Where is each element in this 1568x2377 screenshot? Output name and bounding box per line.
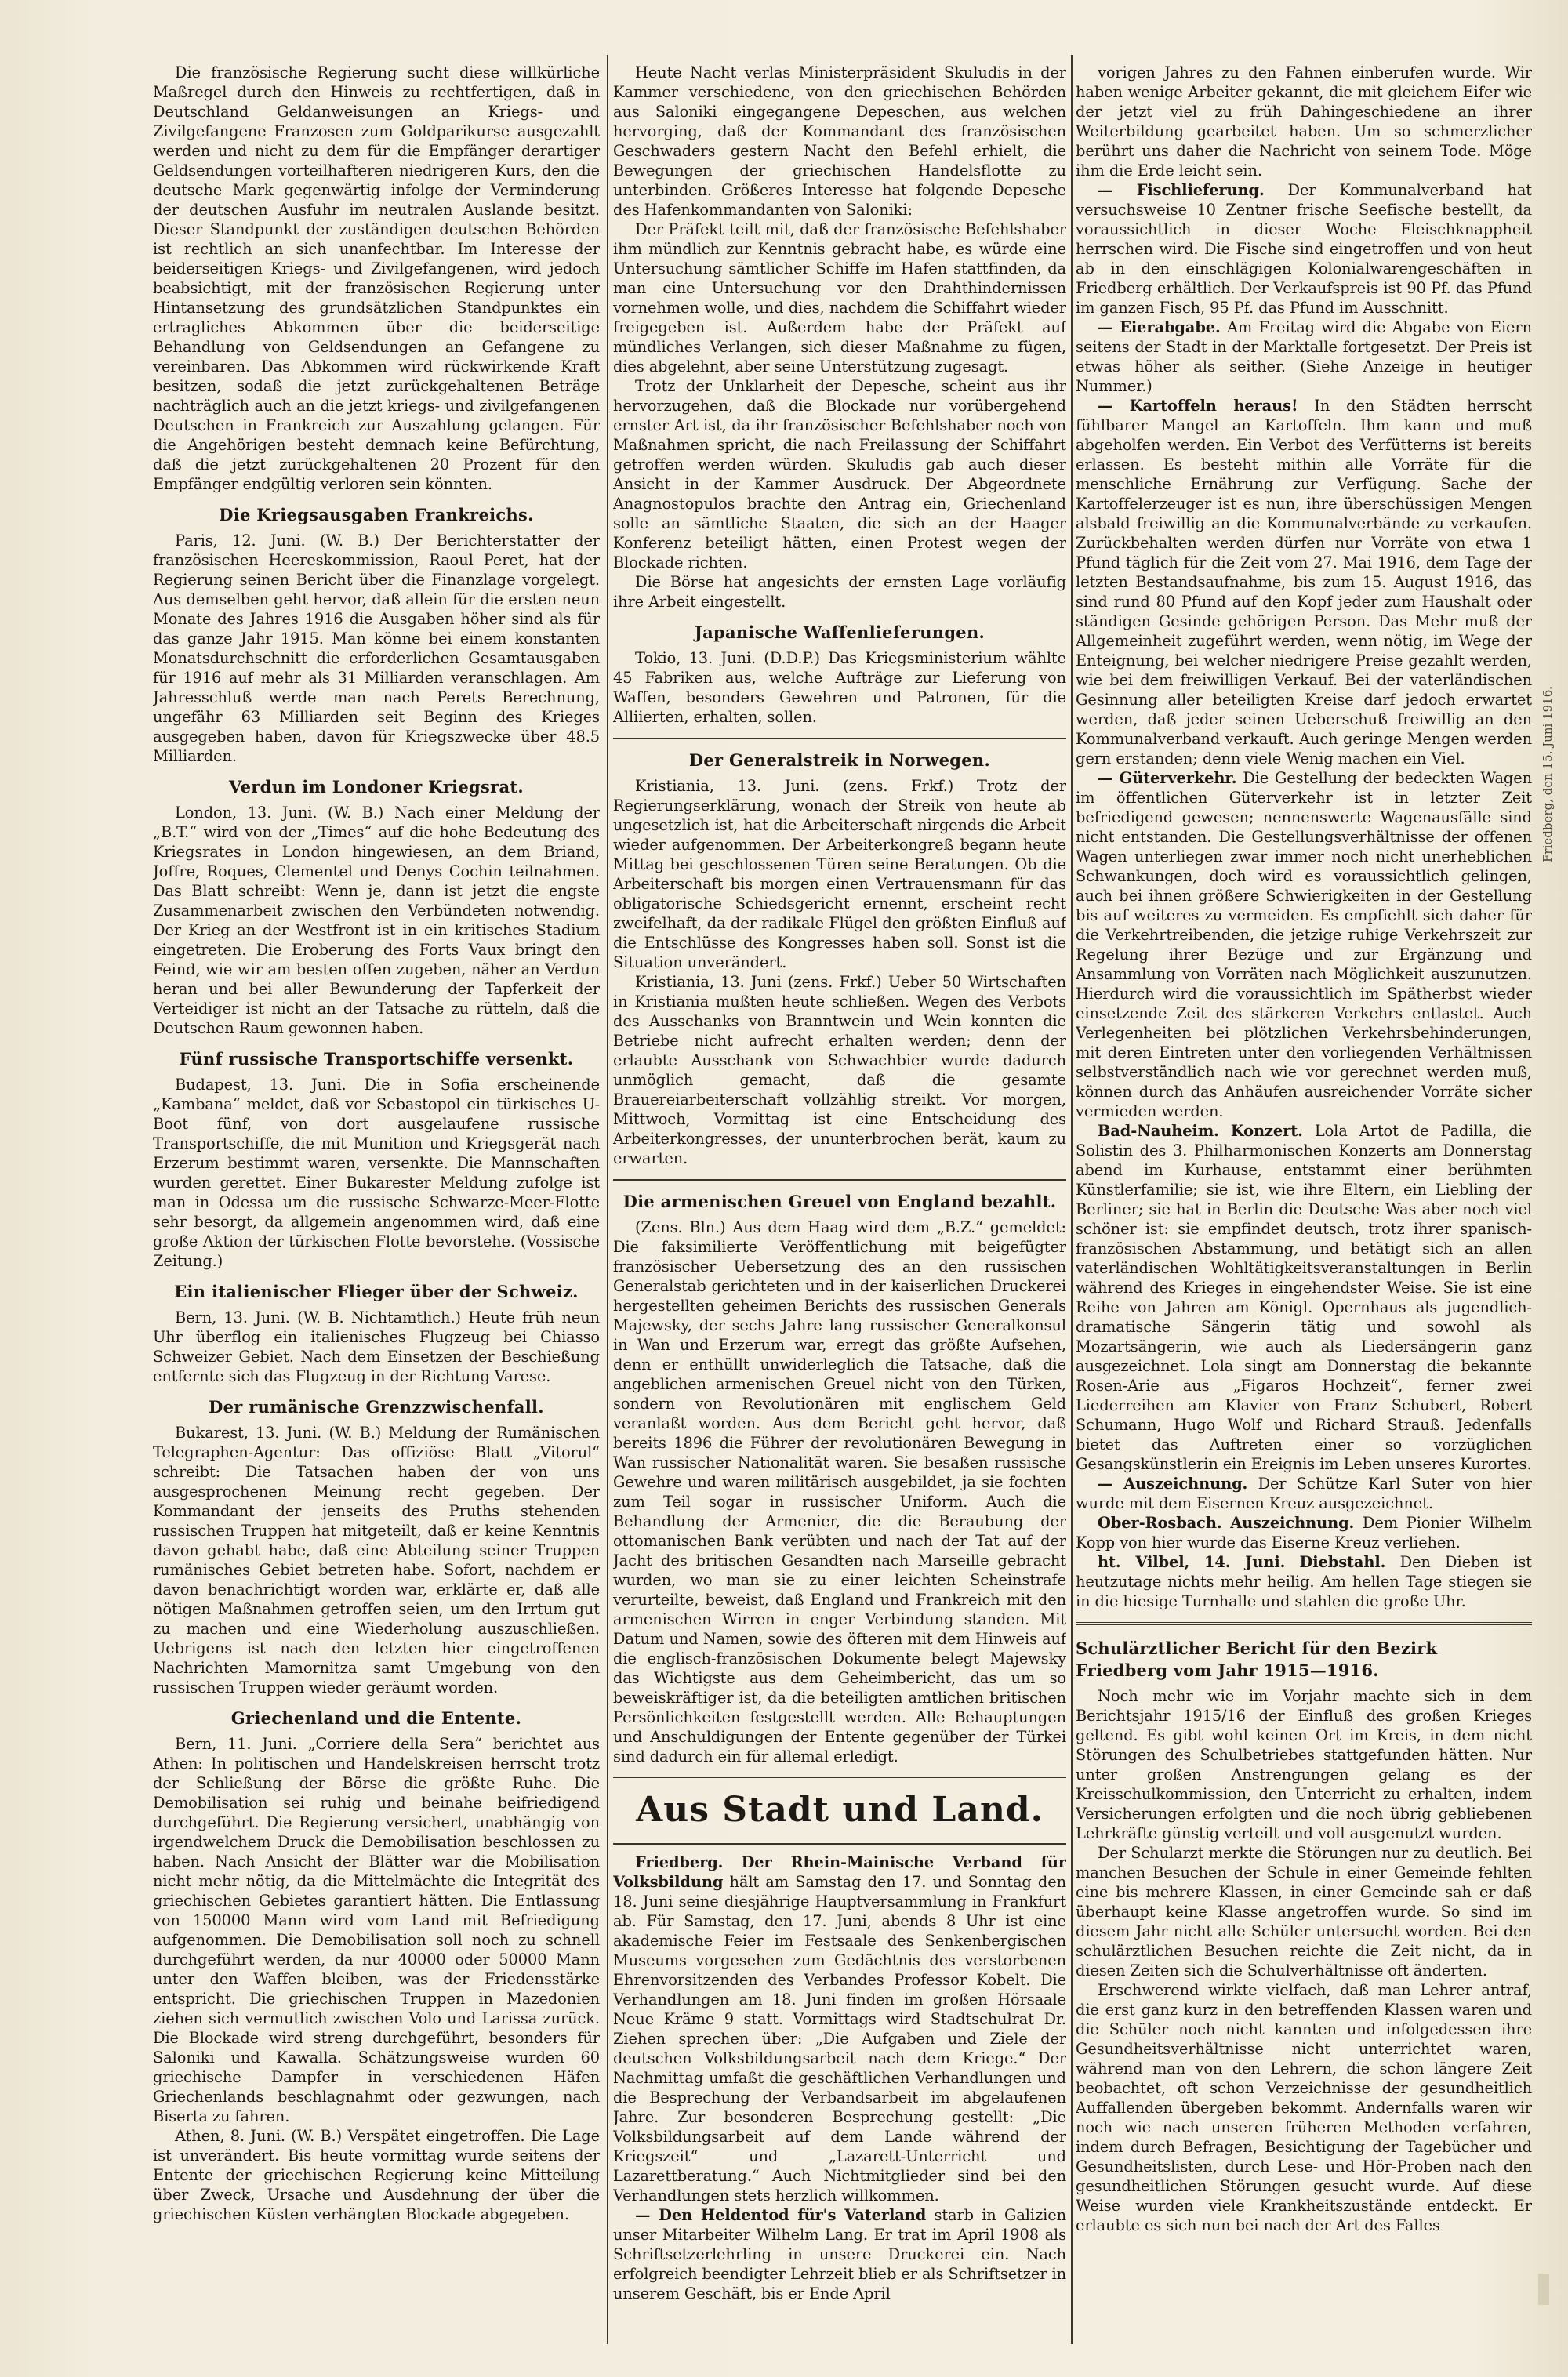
item-text: Den Dieben ist heutzutage nichts mehr heilig. Am hellen Tage stiegen sie in die hiesige Turnhalle und stahlen die große Uhr. — [1076, 1553, 1532, 1610]
article-paragraph: Bukarest, 13. Juni. (W. B.) Meldung der Rumänischen Telegraphen-Agentur: Das offiziöse Blatt „Vitorul“ schreibt: Die Tatsachen haben der von uns ausgesprochenen Meinung recht gegeben. Der Kommandant der jenseits des Pruths stehenden russischen Truppen hat mitgeteilt, daß er keine Kenntnis davon gehabt habe, daß eine Abteilung seiner Truppen rumänisches Gebiet betreten habe. Sofort, nachdem er davon benachrichtigt worden war, erklärte er, daß alle nötigen Maßnahmen getroffen seien, um den Irrtum gut zu machen und eine Wiederholung auszuschließen. Uebrigens ist nach den letzten hier eingetroffenen Nachrichten Mamornitza samt Umgebung von den russischen Truppen wieder geräumt worden. — [153, 1424, 600, 1697]
headline-verdun: Verdun im Londoner Kriegsrat. — [228, 777, 524, 797]
headline-transportschiffe: Fünf russische Transportschiffe versenkt. — [179, 1049, 574, 1069]
article-paragraph — [1076, 180, 1532, 318]
dateline: Ober-Rosbach. — [1098, 1514, 1222, 1532]
dateline: Bad-Nauheim. — [1098, 1122, 1219, 1140]
headline-kriegsausgaben: Die Kriegsausgaben Frankreichs. — [219, 505, 534, 524]
article-paragraph: Noch mehr wie im Vorjahr machte sich in dem Berichtsjahr 1915/16 der Einfluß des großen Krieges geltend. Es gibt wohl keinen Ort im Kreis, in dem nicht Störungen des Schulbetriebes stattgefunden hätten. Nur unter großen Anstrengungen gelang es der Kreisschulkommission, den Unterricht zu erhalten, indem Versicherungen erfolgten und die noch übrig gebliebenen Lehrkräfte günstig verteilt und voll ausgenutzt wurden. — [1076, 1687, 1532, 1842]
article-paragraph: Die französische Regierung sucht diese willkürliche Maßregel durch den Hinweis zu rechtfertigen, daß in Deutschland Geldanweisungen an Kriegs- und Zivilgefangene Franzosen zum Goldparikurse ausgezahlt werden und nicht zu dem für die Empfänger derartiger Geldsendungen vorteilhafteren niedrigeren Kurs, den die deutsche Mark gegenwärtig infolge der Verminderung der deutschen Ausfuhr im neutralen Auslande besitzt. Dieser Standpunkt der zuständigen deutschen Behörden ist rechtlich an sich unanfechtbar. Im Interesse der beiderseitigen Kriegs- und Zivilgefangenen, wird jedoch beabsichtigt, mit der französischen Regierung unter Hintansetzung des grundsätzlichen Standpunktes ein ertragliches Abkommen über die beiderseitige Behandlung von Geldsendungen an Gefangene zu vereinbaren. Das Abkommen wird rückwirkende Kraft besitzen, sodaß die jetzt zurückgehaltenen Beträge nachträglich auch an die jetzt kriegs- und zivilgefangenen Deutschen in Frankreich zur Auszahlung gelangen. Für die Angehörigen besteht demnach keine Befürchtung, daß die jetzt zurückgehaltenen 20 Prozent für den Empfänger endgültig verloren sein könnten. — [153, 64, 600, 493]
item-text: Am Freitag wird die Abgabe von Eiern seitens der Stadt in der Marktalle fortgesetzt. Der Preis ist etwas höher als seither. (Siehe Anzeige in heutiger Nummer.) — [1076, 318, 1532, 395]
article-paragraph: Die Börse hat angesichts der ernsten Lage vorläufig ihre Arbeit eingestellt. — [613, 573, 1066, 611]
column-3 — [1076, 63, 1532, 2352]
article-paragraph: Bern, 13. Juni. (W. B. Nichtamtlich.) Heute früh neun Uhr überflog ein italienisches Flugzeug bei Chiasso Schweizer Gebiet. Nach dem Einsetzen der Beschießung entfernte sich das Flugzeug in der Richtung Varese. — [153, 1308, 600, 1385]
headline-grenzzwischenfall: Der rumänische Grenzzwischenfall. — [209, 1397, 544, 1417]
article-paragraph: Kristiania, 13. Juni (zens. Frkf.) Ueber 50 Wirtschaften in Kristiania mußten heute schließen. Wegen des Verbots des Ausschanks von Branntwein und Wein konnten die Betriebe nicht aufrecht erhalten werden; denn der erlaubte Ausschank von Schwachbier wurde dadurch unmöglich gemacht, daß die gesamte Brauereiarbeiterschaft vollzählig streikt. Vor morgen, Mittwoch, Vormittag ist eine Entscheidung des Arbeiterkongresses, der ununterbrochen berät, kaum zu erwarten. — [613, 973, 1066, 1167]
article-paragraph: London, 13. Juni. (W. B.) Nach einer Meldung der „B.T.“ wird von der „Times“ auf die hohe Bedeutung des Kriegsrates in London hingewiesen, an dem Briand, Joffre, Roques, Clementel und Denys Cochin teilnahmen. Das Blatt schreibt: Wenn je, dann ist jetzt die engste Zusammenarbeit zwischen den Verbündeten notwendig. Der Krieg an der Westfront ist in ein kritisches Stadium eingetreten. Die Eroberung des Forts Vaux bringt den Feind, wie wir am besten offen zugeben, näher an Verdun heran und bei aller Bewunderung der Tapferkeit der Verteidiger ist nicht an der Tatsache zu rütteln, daß die Deutschen Raum gewonnen haben. — [153, 804, 600, 1037]
article-paragraph: Tokio, 13. Juni. (D.D.P.) Das Kriegsministerium wählte 45 Fabriken aus, welche Aufträge zur Lieferung von Waffen, besonders Gewehren und Patronen, für die Alliierten, erhalten, sollen. — [613, 649, 1066, 726]
article-paragraph: Erschwerend wirkte vielfach, daß man Lehrer antraf, die erst ganz kurz in den betreffenden Klassen waren und die Schüler noch nicht kannten und infolgedessen ihre Gesundheitsverhältnisse nicht unterrichtet waren, während man von den Lehrern, die schon längere Zeit beobachtet, oft schon Verzeichnisse der gesundheitlich Auffallenden übergeben bekommt. Andernfalls waren wir noch wie nach unseren früheren Methoden verfahren, indem durch Befragen, Besichtigung der Tagebücher und Gesundheitslisten, durch Lese- und Hör-Proben nach den gesundheitlichen Störungen gesucht wurde. Auf diese Weise wurden viele Krankheitszustände entdeckt. Er erlaubte es sich nun bei nach der Art des Falles — [1076, 1981, 1532, 2234]
article-paragraph: Bern, 11. Juni. „Corriere della Sera“ berichtet aus Athen: In politischen und Handelskreisen herrscht trotz der Schließung der Börse die größte Ruhe. Die Demobilisation sei ruhig und beinahe beifriedigend durchgeführt. Die Regierung versichert, unabhängig von irgendwelchem Druck die Demobilisation beschlossen zu haben. Nach Ansicht der Blätter war die Mobilisation nicht mehr nötig, da die Mittelmächte die Integrität des griechischen Gebietes garantiert hätten. Die Entlassung von 150000 Mann wird vom Land mit Befriedigung aufgenommen. Die Demobilisation soll noch zu schnell durchgeführt werden, da nur 40000 oder 50000 Mann unter den Waffen bleiben, was der Friedensstärke entspricht. Die griechischen Truppen in Mazedonien ziehen sich vermutlich zwischen Volo und Larissa zurück. Die Blockade wird streng durchgeführt, besonders für Saloniki und Kawalla. Schätzungsweise wurden 60 griechische Dampfer in verschiedenen Häfen Griechenlands beschlagnahmt oder gezwungen, nach Biserta zu fahren. — [153, 1735, 600, 2125]
article-paragraph: Der Schularzt merkte die Störungen nur zu deutlich. Bei manchen Besuchen der Schule in einer Gemeinde fehlten eine bis mehrere Klassen, in einer Gemeinde sah er daß überhaupt keine Klasse angetroffen wurde. So sind im diesem Jahr nicht alle Schüler untersucht worden. Bei den schulärztlichen Besuchen reichte die Zeit nicht, da in diesen Zeiten sich die Schulverhältnisse oft änderten. — [1076, 1844, 1532, 1980]
item-title: — Güterverkehr. — [1098, 769, 1237, 787]
article-paragraph: Der Präfekt teilt mit, daß der französische Befehlshaber ihm mündlich zur Kenntnis gebracht habe, es würde eine Untersuchung sämtlicher Schiffe im Hafen stattfinden, da man eine Untersuchung vor den Drahthindernissen vornehmen wolle, und dies, nachdem die Schiffahrt wieder freigegeben ist. Außerdem habe der Präfekt auf mündliches Verlangen, sich dieser Maßnahme zu fügen, dies abgelehnt, aber seine Unterstützung zugesagt. — [613, 220, 1066, 376]
column-rule-right — [1071, 55, 1073, 2344]
section-divider — [613, 1777, 1066, 1780]
article-paragraph — [1076, 768, 1532, 1121]
article-paragraph — [1076, 318, 1532, 396]
article-paragraph: Heute Nacht verlas Ministerpräsident Skuludis in der Kammer verschiedene, von den griechischen Behörden aus Saloniki eingegangene Depeschen, aus welchen hervorging, daß der Kommandant des französischen Geschwaders gestern Nacht den Befehl erhielt, die Bewegungen der griechischen Handelsflotte zu unterbinden. Größeres Interesse hat folgende Depesche des Hafenkommandanten von Saloniki: — [613, 64, 1066, 219]
article-paragraph: Trotz der Unklarheit der Depesche, scheint aus ihr hervorzugehen, daß die Blockade nur vorübergehend ernster Art ist, da ihr französischer Befehlshaber noch von Maßnahmen spricht, die nach Freilassung der Schiffahrt getroffen werden würden. Skuludis gab auch dieser Ansicht in der Kammer Ausdruck. Der Abgeordnete Anagnostopulos brachte den Antrag ein, Griechenland solle an sämtliche Staaten, die sich an der Haager Konferenz beteiligt hätten, einen Protest wegen der Blockade richten. — [613, 377, 1066, 572]
item-text: starb in Galizien unser Mitarbeiter Wilhelm Lang. Er trat im April 1908 als Schriftsetzerlehrling in unsere Druckerei ein. Nach erfolgreich beendigter Lehrzeit blieb er als Schriftsetzer in unserem Geschäft, bis er Ende April — [613, 2206, 1066, 2303]
item-text: Der Schütze Karl Suter von hier wurde mit dem Eisernen Kreuz ausgezeichnet. — [1076, 1475, 1532, 1512]
section-divider — [613, 1843, 1066, 1845]
headline-armenische-greuel: Die armenischen Greuel von England bezahlt. — [622, 1192, 1057, 1211]
item-text: Der Kommunalverband hat versuchsweise 10 Zentner frische Seefische bestellt, da voraussichtlich in dieser Woche Fleischknappheit herrschen wird. Die Fische sind eingetroffen und von heut ab in den einschlägigen Kolonialwarengeschäften in Friedberg erhältlich. Der Verkaufspreis ist 90 Pf. das Pfund im ganzen Fisch, 95 Pf. das Pfund im Ausschnitt. — [1076, 181, 1532, 317]
item-title: — Fischlieferung. — [1098, 181, 1265, 199]
edition-date-strip: Friedberg, den 15. Juni 1916. — [1541, 685, 1555, 862]
section-divider — [1076, 1622, 1532, 1625]
article-paragraph — [1076, 1552, 1532, 1611]
article-paragraph: (Zens. Bln.) Aus dem Haag wird dem „B.Z.“ gemeldet: Die faksimilierte Veröffentlichung mit beigefügter französischer Uebersetzung des an den russischen Generalstab gerichteten und in der kaiserlichen Druckerei hergestellten geheimen Berichts des russischen Generals Majewsky, der sechs Jahre lang russischer Generalkonsul in Wan und Erzerum war, erregt das größte Aufsehen, denn er enthüllt unwiderleglich die Tatsache, daß die angeblichen armenischen Greuel nicht von den Türken, sondern von Revolutionären mit englischem Geld veranlaßt worden. Aus dem Bericht geht hervor, daß bereits 1896 die Führer der revolutionären Bewegung in Wan russischer Nationalität waren. Sie besaßen russische Gewehre und waren militärisch ausgebildet, ja sie fochten zum Teil sogar in russischer Uniform. Auch die Behandlung der Armenier, die die Beraubung der ottomanischen Bank verübten und nach der Tat auf der Jacht des britischen Gesandten nach Marseille gebracht wurden, wo man sie zu einer leichten Scheinstrafe verurteilte, beweist, daß England und Frankreich mit den armenischen Wirren in enger Verbindung standen. Mit Datum und Namen, sowie des öfteren mit dem Hinweis auf die englisch-französischen Dokumente belegt Majewsky das Wichtigste aus dem Geheimbericht, das um so beweiskräftiger ist, da die beteiligten amtlichen britischen Persönlichkeiten festgestellt werden. Alle Behauptungen und Anschuldigungen der Entente gegenüber der Türkei sind dadurch ein für allemal erledigt. — [613, 1218, 1066, 1766]
dateline: ht. Vilbel, 14. Juni. — [1098, 1553, 1286, 1571]
item-text: In den Städten herrscht fühlbarer Mangel an Kartoffeln. Ihm kann und muß abgeholfen werden. Ein Verbot des Verfütterns ist bereits erlassen. Es besteht mithin alle Vorräte für die menschliche Ernährung zur Verfügung. Sache der Kartoffelerzeuger ist es nun, ihre überschüssigen Mengen alsbald freiwillig an die Kommunalverbände zu verkaufen. Zurückbehalten werden dürfen nur Vorräte von etwa 1 Pfund täglich für die Zeit vom 27. Mai 1916, dem Tage der letzten Bestandsaufnahme, bis zum 15. August 1916, das sind rund 80 Pfund auf den Kopf jeder zum Haushalt oder ständigen Gesinde gehörigen Person. Das Mehr muß der Allgemeinheit zugeführt werden, wenn nötig, im Wege der Enteignung, bei welcher niedrigere Preise gezahlt werden, wie bei dem freiwilligen Verkauf. Bei der vaterländischen Gesinnung aller beteiligten Kreise darf jedoch erwartet werden, daß jeder seinen Ueberschuß freiwillig an den Kommunalverband verkauft. Auch geringe Mengen werden gern erstanden; denn viele Wenig machen ein Viel. — [1076, 397, 1532, 768]
dateline: Friedberg. — [635, 1853, 724, 1871]
article-paragraph — [1076, 396, 1532, 768]
headline-waffenlieferungen: Japanische Waffenlieferungen. — [694, 622, 985, 642]
headline-griechenland: Griechenland und die Entente. — [230, 1708, 522, 1728]
article-paragraph: Paris, 12. Juni. (W. B.) Der Berichterstatter der französischen Heereskommission, Raoul Peret, hat der Regierung seinen Bericht über die Finanzlage vorgelegt. Aus demselben geht hervor, daß allein für die ersten neun Monate des Jahres 1916 die Ausgaben höher sind als für das ganze Jahr 1915. Man könne bei einem konstanten Monatsdurchschnitt die erforderlichen Gesamtausgaben für 1916 auf mehr als 31 Milliarden veranschlagen. Am Jahresschluß werde man nach Perets Berechnung, ungefähr 63 Milliarden seit Beginn des Krieges ausgegeben haben, davon für Kriegszwecke über 48.5 Milliarden. — [153, 532, 600, 765]
item-text: Lola Artot de Padilla, die Solistin des 3. Philharmonischen Konzerts am Donnerstag abend im Kurhause, entstammt einer berühmten Künstlerfamilie; sie ist, wie ihre Eltern, ein Liebling der Berliner; sie hat in Berlin die Deutsche Was aber noch viel schöner ist: sie empfindet deutsch, trotz ihrer spanisch-französischen Abstammung, und betätigt sich an allen vaterländischen Wohltätigkeitsveranstaltungen in Berlin während des Krieges in eingehendster Weise. Sie ist eine Reihe von Jahren am Königl. Opernhaus als jugendlich-dramatische Sängerin tätig und sowohl als Mozartsängerin, wie auch als Liedersängerin ganz ausgezeichnet. Lola singt am Donnerstag die bekannte Rosen-Arie aus „Figaros Hochzeit“, ferner zwei Liederreihen am Klavier von Franz Schubert, Robert Schumann, Hugo Wolf und Richard Strauß. Jedenfalls bietet das Auftreten einer so vorzüglichen Gesangskünstlerin ein Ereignis im Leben unseres Kurortes. — [1076, 1122, 1532, 1473]
section-divider — [613, 738, 1066, 739]
column-rule-left — [607, 55, 608, 2344]
headline-generalstreik: Der Generalstreik in Norwegen. — [688, 750, 991, 770]
headline-schularzt-bericht: Schulärztlicher Bericht für den Bezirk Friedberg vom Jahr 1915—1916. — [1076, 1638, 1438, 1680]
item-text: Die Gestellung der bedeckten Wagen im öffentlichen Güterverkehr ist in letzter Zeit befriedigend gewesen; nennenswerte Wagenausfälle sind nicht entstanden. Die Gestellungsverhältnisse der offenen Wagen unterliegen zwar immer noch nicht unerheblichen Schwankungen, doch wird es voraussichtlich gelingen, auch bei ihnen größere Schwierigkeiten in der Gestellung bis auf weiteres zu vermeiden. Es empfiehlt sich daher für die Verkehrtreibenden, die jetzige ruhige Verkehrszeit zur Regelung ihrer Bezüge und zur Ergänzung und Ansammlung von Vorräten nach Möglichkeit auszunutzen. Hierdurch wird die voraussichtlich im Spätherbst wieder einsetzende Zeit des stärkeren Verkehrs entlastet. Auch Verlegenheiten bei plötzlichen Verkehrsbehinderungen, mit deren Eintreten unter den vorliegenden Verhältnissen selbstverständlich nach wie vor gerechnet werden muß, können durch das Anhäufen ausreichender Vorräte sicher vermieden werden. — [1076, 769, 1532, 1120]
page-edge-mark — [1538, 2274, 1549, 2305]
item-text: hält am Samstag den 17. und Sonntag den 18. Juni seine diesjährige Hauptversammlung in Frankfurt ab. Für Samstag, den 17. Juni, abends 8 Uhr ist eine akademische Feier im Festsaale des Senkenbergischen Museums vorgesehen zum Gedächtnis des verstorbenen Ehrenvorsitzenden des Verbandes Professor Kobelt. Die Verhandlungen am 18. Juni finden im großen Hörsaale Neue Kräme 9 statt. Vormittags wird Stadtschulrat Dr. Ziehen sprechen über: „Die Aufgaben und Ziele der deutschen Volksbildungsarbeit nach dem Kriege.“ Der Nachmittag umfaßt die geschäftlichen Verhandlungen und die Besprechung der Verbandsarbeit im abgelaufenen Jahre. Zur besonderen Besprechung gestellt: „Die Volksbildungsarbeit auf dem Lande während der Kriegszeit“ und „Lazarett-Unterricht und Lazarettberatung.“ Auch Nichtmitglieder sind bei den Verhandlungen stets herzlich willkommen. — [613, 1873, 1066, 2205]
headline-flieger: Ein italienischer Flieger über der Schweiz. — [174, 1282, 579, 1301]
article-paragraph — [1076, 1474, 1532, 1513]
column-1 — [153, 63, 600, 2352]
item-title: — Den Heldentod für's Vaterland — [635, 2206, 927, 2224]
article-paragraph: vorigen Jahres zu den Fahnen einberufen wurde. Wir haben wenige Arbeiter gekannt, die mit gleichem Eifer wie der jetzt viel zu früh Dahingeschiedene an ihrer Weiterbildung gearbeitet haben. Um so schmerzlicher berührt uns daher die Nachricht von seinem Tode. Möge ihm die Erde leicht sein. — [1076, 64, 1532, 180]
article-paragraph — [613, 2205, 1066, 2303]
section-divider — [613, 1179, 1066, 1181]
item-title: — Kartoffeln heraus! — [1098, 397, 1298, 415]
item-title: Diebstahl. — [1299, 1553, 1386, 1571]
column-2 — [613, 63, 1066, 2352]
item-text: Dem Pionier Wilhelm Kopp von hier wurde das Eiserne Kreuz verliehen. — [1076, 1514, 1532, 1551]
item-title: Konzert. — [1230, 1122, 1303, 1140]
article-paragraph — [1076, 1513, 1532, 1552]
item-title: Auszeichnung. — [1230, 1514, 1355, 1532]
article-paragraph — [613, 1853, 1066, 2205]
article-paragraph: Kristiania, 13. Juni. (zens. Frkf.) Trotz der Regierungserklärung, wonach der Streik von heute ab ungesetzlich ist, hat die Arbeiterschaft nirgends die Arbeit wieder aufgenommen. Der Arbeiterkongreß begann heute Mittag bei geschlossenen Türen seine Beratungen. Ob die Arbeiterschaft bis morgen einen Vertrauensmann für das obligatorische Schiedsgericht ernennt, erscheint recht zweifelhaft, da der radikale Flügel den größten Einfluß auf die Entschlüsse des Kongresses haben soll. Sonst ist die Situation unverändert. — [613, 777, 1066, 971]
article-paragraph — [1076, 1121, 1532, 1474]
item-title: — Eierabgabe. — [1098, 318, 1221, 336]
item-title: Der Rhein-Mainische Verband für Volksbildung — [613, 1853, 1066, 1891]
article-paragraph: Athen, 8. Juni. (W. B.) Verspätet eingetroffen. Die Lage ist unverändert. Bis heute vormittag wurde seitens der Entente der griechischen Regierung keine Mitteilung über Zweck, Ursache und Ausdehnung der über die griechischen Küsten verhängten Blockade abgegeben. — [153, 2127, 600, 2223]
headline-stadt-und-land: Aus Stadt und Land. — [636, 1790, 1044, 1830]
article-paragraph: Budapest, 13. Juni. Die in Sofia erscheinende „Kambana“ meldet, daß vor Sebastopol ein türkisches U-Boot fünf, von dort ausgelaufene russische Transportschiffe, die mit Munition und Kriegsgerät nach Erzerum bestimmt waren, versenkte. Die Mannschaften wurden gerettet. Einer Bukarester Meldung zufolge ist man in Odessa um die russische Schwarze-Meer-Flotte sehr besorgt, da allgemein angenommen wird, daß eine große Aktion der türkischen Flotte bevorstehe. (Vossische Zeitung.) — [153, 1076, 600, 1270]
item-title: — Auszeichnung. — [1098, 1475, 1248, 1493]
